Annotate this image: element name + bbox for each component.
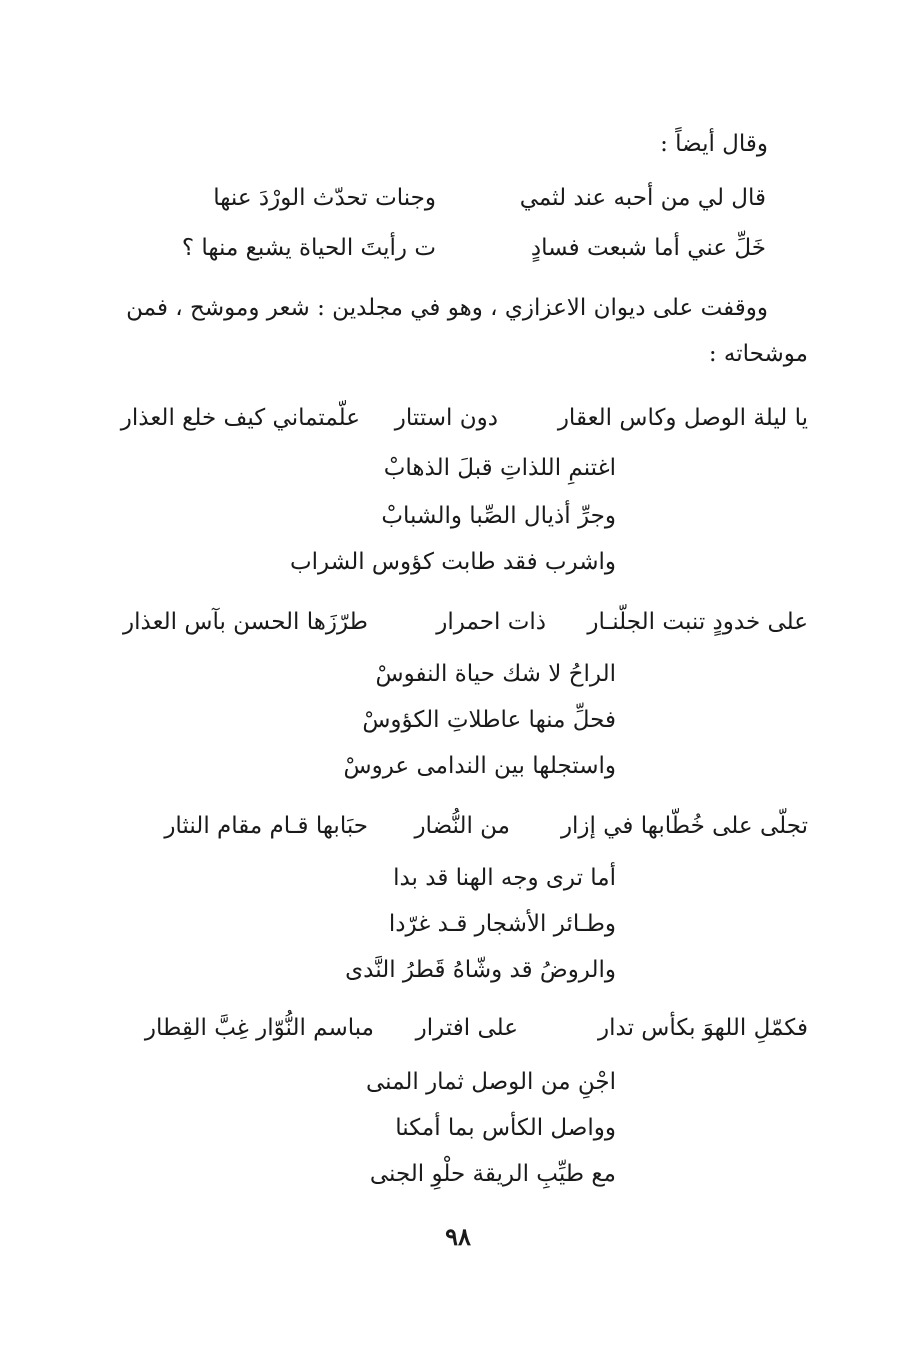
stanza-1-head-part-1: يا ليلة الوصل وكاس العقار (557, 405, 808, 431)
stanza-3-line-2: وطـائر الأشجار قـد غرّدا (388, 911, 616, 937)
stanza-2-line-1: الراحُ لا شك حياة النفوسْ (375, 661, 616, 687)
stanza-4-line-3: مع طيِّبِ الريقة حلْوِ الجنى (369, 1161, 616, 1187)
stanza-3-line-1: أما ترى وجه الهنا قد بدا (393, 865, 616, 891)
couplet-1-second-hemistich: وجنات تحدّث الورْدَ عنها (213, 185, 436, 211)
stanza-1-head-part-2: دون استتار (394, 405, 498, 431)
stanza-3-head-part-2: من النُّضار (414, 813, 510, 839)
stanza-4-head-part-1: فكمّلِ اللهوَ بكأس تدار (598, 1015, 808, 1041)
stanza-4-head-part-3: مباسم النُّوّار غِبَّ القِطار (144, 1015, 374, 1041)
stanza-3-head-part-3: حبَابها قـام مقام النثار (164, 813, 368, 839)
stanza-3-head (108, 810, 808, 842)
stanza-1-line-3: واشرب فقد طابت كؤوس الشراب (289, 549, 616, 575)
stanza-4-line-1: اجْنِ من الوصل ثمار المنى (365, 1069, 616, 1095)
stanza-2-line-3: واستجلها بين الندامى عروسْ (343, 753, 616, 779)
stanza-1-line-1: اغتنمِ اللذاتِ قبلَ الذهابْ (383, 455, 616, 481)
stanza-2-head-part-1: على خدودٍ تنبت الجلّنـار (587, 609, 808, 635)
couplet-2-first-hemistich: خَلِّ عني أما شبعت فسادٍ (530, 235, 766, 261)
stanza-2-head (108, 606, 808, 638)
couplet-2 (0, 232, 916, 264)
couplet-1-first-hemistich: قال لي من أحبه عند لثمي (519, 185, 766, 211)
stanza-2-head-part-3: طرّزَها الحسن بآس العذار (123, 609, 368, 635)
intro-heading: وقال أيضاً : (660, 131, 768, 157)
stanza-3-line-3: والروضُ قد وشّاهُ قَطرُ النَّدى (345, 957, 616, 983)
stanza-2-head-part-2: ذات احمرار (436, 609, 546, 635)
prose-line-1: ووقفت على ديوان الاعزازي ، وهو في مجلدين : شعر وموشح ، فمن (126, 295, 768, 321)
couplet-1 (0, 182, 916, 214)
couplet-2-second-hemistich: ت رأيتَ الحياة يشبع منها ؟ (181, 235, 436, 261)
stanza-4-head-part-2: على افترار (415, 1015, 518, 1041)
stanza-2-line-2: فحلِّ منها عاطلاتِ الكؤوسْ (362, 707, 616, 733)
stanza-1-head (108, 402, 808, 434)
prose-line-2: موشحاته : (708, 341, 808, 367)
stanza-4-line-2: وواصل الكأس بما أمكنا (395, 1115, 616, 1141)
stanza-3-head-part-1: تجلّى على خُطّابها في إزار (560, 813, 808, 839)
stanza-4-head (108, 1012, 808, 1044)
stanza-1-line-2: وجرِّ أذيال الصِّبا والشبابْ (381, 503, 616, 529)
stanza-1-head-part-3: علّمتماني كيف خلع العذار (120, 405, 360, 431)
page-number: ٩٨ (445, 1222, 471, 1251)
